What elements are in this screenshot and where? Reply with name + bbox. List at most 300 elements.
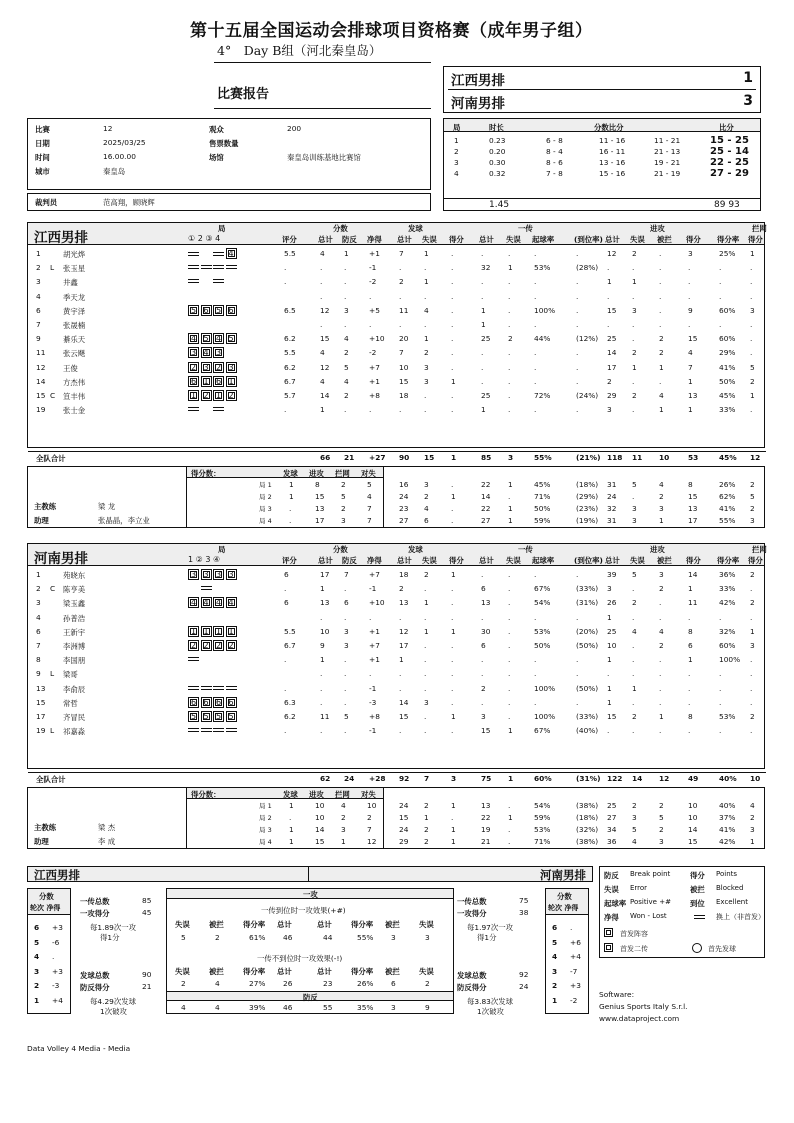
bottom-team1: 江西男排 — [34, 868, 80, 882]
group-points: 分数 — [333, 545, 348, 554]
setstat-a_blo: 3 — [659, 837, 664, 846]
stat-s_pts: . — [451, 263, 454, 273]
stat-bp: . — [344, 697, 347, 707]
stat-wl: +7 — [369, 570, 380, 579]
starting-position: 5 — [213, 305, 224, 316]
legend-value: Blocked — [716, 884, 744, 892]
stat-r_exc: . — [576, 697, 579, 707]
player-number: 1 — [36, 249, 41, 258]
stat-a_err: . — [632, 405, 635, 415]
points-sv: . — [289, 813, 292, 822]
total-r_pos: 60% — [534, 774, 552, 783]
stat-s_err: 1 — [424, 277, 429, 287]
player-row — [28, 669, 764, 682]
starting-position: 3 — [226, 569, 237, 580]
stat-bk: 1 — [750, 391, 755, 400]
stat-r_tot: 13 — [481, 598, 491, 608]
player-sets — [188, 640, 238, 651]
rotation-box — [545, 888, 589, 1014]
player-number: 15 — [36, 391, 46, 400]
stat-a_tot: 15 — [607, 305, 617, 315]
group-serve: 发球 — [408, 545, 423, 554]
stat-s_pts: . — [451, 320, 454, 329]
first-serve-icon — [692, 943, 702, 953]
divider — [28, 772, 766, 773]
stat-bp: 3 — [344, 305, 349, 315]
points-sv: . — [289, 516, 292, 525]
setstat-s_err: 3 — [424, 480, 429, 489]
set-p3: 21 - 19 — [654, 169, 681, 178]
stat-s_err: 1 — [424, 626, 429, 636]
stat-bp: . — [344, 263, 347, 273]
starting-position: 5 — [226, 333, 237, 344]
stat-r_pos: 100% — [534, 683, 556, 693]
stat-a_tot: 1 — [607, 612, 612, 622]
setter-icon — [604, 943, 613, 952]
stat-a_err: 1 — [632, 362, 637, 372]
rot-val: -7 — [570, 966, 578, 976]
stat-r_err: 2 — [508, 334, 513, 344]
mid-h: 得分率 — [243, 967, 266, 976]
mid-val: 55 — [323, 1003, 333, 1012]
stat-a_pct: 45% — [719, 391, 736, 400]
setstat-bk: 3 — [750, 825, 755, 834]
total-s_tot: 92 — [399, 774, 410, 783]
mid-h: 总计 — [277, 920, 292, 929]
mid-hb: 得分率 — [351, 967, 374, 976]
player-sets — [188, 569, 238, 580]
stat-s_err: . — [424, 641, 427, 650]
player-row — [28, 405, 764, 418]
sideout-d: 得1分 — [477, 933, 497, 942]
points-grid — [186, 467, 384, 527]
player-name: 孙普浩 — [63, 613, 86, 623]
colhdr-a_tot: 总计 — [605, 235, 620, 244]
total-tot: 62 — [320, 774, 331, 783]
set-label: 局 1 — [259, 481, 272, 489]
mid-val: 27% — [249, 979, 266, 988]
player-number: 19 — [36, 405, 46, 415]
set-d: 0.32 — [489, 169, 506, 178]
stat-s_err: . — [424, 405, 427, 415]
breakpoint-f: 防反得分 — [80, 983, 110, 992]
stat-s_tot: 10 — [399, 362, 409, 372]
player-sets — [188, 276, 238, 285]
group-serve: 发球 — [408, 224, 423, 233]
setstat-a_tot: 32 — [607, 504, 617, 513]
stat-r_tot: 15 — [481, 726, 491, 736]
stat-a_err: . — [632, 584, 635, 594]
player-sets — [188, 248, 238, 259]
stat-a_tot: 3 — [607, 405, 612, 415]
stat-r_err: 1 — [508, 726, 513, 736]
setstat-a_blo: 2 — [659, 492, 664, 501]
player-row — [28, 249, 764, 262]
player-name: 祁嘉淼 — [63, 727, 86, 737]
setstat-a_err: 3 — [632, 516, 637, 525]
breakpoint-g: 每4.29次发球 — [90, 997, 137, 1006]
mid-val: 23 — [323, 979, 333, 988]
referee-box — [27, 193, 431, 211]
starting-position: 2 — [201, 390, 212, 401]
stat-r_exc: (50%) — [576, 683, 599, 693]
colhdr-s_tot: 总计 — [397, 556, 412, 565]
set-n: 2 — [454, 147, 459, 156]
set-n: 4 — [454, 169, 459, 178]
stat-r_pos: . — [534, 277, 537, 287]
stat-bk: . — [750, 291, 753, 301]
bottom-summary — [27, 866, 765, 1036]
starting-position: 3 — [213, 569, 224, 580]
stat-r_err: . — [508, 598, 511, 608]
setstat-s_tot: 24 — [399, 825, 409, 834]
stat-r_tot: . — [481, 348, 484, 358]
starting-position: 2 — [188, 640, 199, 651]
stat-a_pct: . — [719, 669, 722, 679]
stat-r_exc: (12%) — [576, 334, 599, 344]
stat-a_blo: . — [659, 655, 662, 665]
stat-a_pts: 11 — [688, 598, 698, 608]
starting-position: 4 — [188, 597, 199, 608]
stat-a_err: 1 — [632, 277, 637, 287]
player-role: C — [50, 391, 56, 400]
setstat-s_tot: 16 — [399, 480, 409, 489]
sub-marker — [201, 728, 212, 732]
stat-a_pct: . — [719, 291, 722, 301]
stat-a_pct: 60% — [719, 305, 736, 315]
stat-r_err: . — [508, 655, 511, 665]
coach-label: 主教练 — [34, 823, 57, 832]
stat-r_pos: . — [534, 362, 537, 372]
starting-position: 1 — [213, 626, 224, 637]
stat-wl: -1 — [369, 726, 377, 736]
starting-position: 5 — [213, 711, 224, 722]
stat-a_pct: 53% — [719, 712, 736, 721]
stat-a_blo: 4 — [659, 626, 664, 636]
team-total-row — [28, 774, 764, 787]
match-label: 比赛 — [35, 125, 50, 134]
points-bk: 1 — [341, 837, 346, 846]
starting-position: 1 — [201, 626, 212, 637]
mid-val: 44 — [323, 933, 333, 942]
stat-r_pos: 67% — [534, 726, 551, 736]
sub-marker — [188, 728, 199, 732]
coach-name: 梁 杰 — [98, 823, 116, 832]
player-name: 张玉星 — [63, 264, 86, 274]
sub-marker — [188, 265, 199, 269]
points-grid — [186, 788, 384, 848]
set-d: 0.20 — [489, 147, 506, 156]
player-name: 李洲博 — [63, 642, 86, 651]
player-number: 6 — [36, 305, 41, 315]
colhdr-r_pos: 起球率 — [532, 235, 555, 244]
stat-s_pts: 1 — [451, 570, 456, 579]
total-bp: 24 — [344, 774, 355, 783]
stat-s_err: . — [424, 291, 427, 301]
stat-s_pts: . — [451, 348, 454, 358]
set-stats-box — [27, 787, 765, 849]
points-bk: 2 — [341, 480, 346, 489]
player-row — [28, 277, 764, 290]
colhdr-r_tot: 总计 — [479, 556, 494, 565]
result-box — [443, 66, 761, 113]
rot-val: -2 — [570, 995, 578, 1005]
stat-s_tot: . — [399, 726, 402, 736]
mid-val: 2 — [215, 933, 220, 942]
starting-position: 1 — [213, 390, 224, 401]
starting-position: 4 — [201, 597, 212, 608]
stat-a_blo: 1 — [659, 362, 664, 372]
stat-a_pct: . — [719, 697, 722, 707]
setstat-s_err: 2 — [424, 825, 429, 834]
player-sets — [188, 697, 238, 708]
stat-bp: 5 — [344, 712, 349, 721]
assistant-name: 李 成 — [98, 837, 116, 846]
setstat-s_pts: . — [451, 480, 454, 489]
page-title: 第十五届全国运动会排球项目资格赛（成年男子组） — [190, 21, 593, 41]
stat-wl: . — [369, 612, 372, 622]
stat-tot: 12 — [320, 362, 330, 372]
player-name: 季天龙 — [63, 292, 86, 302]
sets-numbers: 1 ② 3 ④ — [188, 555, 221, 564]
player-sets — [188, 390, 238, 401]
stat-tot: . — [320, 697, 323, 707]
stat-wl: +1 — [369, 626, 380, 636]
stat-a_pct: 60% — [719, 641, 736, 650]
setstat-a_blo: 4 — [659, 480, 664, 489]
stat-s_err: . — [424, 612, 427, 622]
stat-a_blo: 2 — [659, 584, 664, 594]
stat-wl: +1 — [369, 655, 380, 665]
legend-s3: 首先发球 — [708, 945, 736, 953]
total-r_err: 3 — [508, 453, 514, 462]
stat-r_exc: (33%) — [576, 584, 599, 594]
starting-position: 1 — [226, 626, 237, 637]
player-row — [28, 363, 764, 376]
stat-a_blo: 2 — [659, 334, 664, 344]
rot-title: 分数 — [557, 892, 572, 901]
setstat-a_tot: 31 — [607, 480, 617, 489]
player-row — [28, 613, 764, 626]
rot-header: 轮次 净得 — [30, 904, 61, 912]
stat-s_tot: . — [399, 669, 402, 679]
total-wl: +27 — [369, 453, 386, 462]
set-p1: 6 - 8 — [546, 136, 563, 145]
stat-wl: +8 — [369, 391, 380, 400]
total-label: 全队合计 — [36, 454, 66, 463]
total-a_pts: 49 — [688, 774, 699, 783]
sideout-box — [166, 888, 454, 1014]
assistant-name: 张晶晶，李立业 — [98, 516, 150, 525]
stat-vote: 6 — [284, 598, 289, 608]
points-header: 进攻 — [309, 469, 324, 478]
points-sv: 1 — [289, 480, 294, 489]
stat-wl: +7 — [369, 641, 380, 650]
stat-r_tot: 2 — [481, 683, 486, 693]
stat-s_tot: . — [399, 263, 402, 273]
stat-tot: 9 — [320, 641, 325, 650]
setstat-r_exc: (32%) — [576, 825, 599, 834]
total-bp: 21 — [344, 453, 355, 462]
mid-h: 被拦 — [209, 967, 224, 976]
stat-r_tot: 25 — [481, 391, 491, 400]
stat-a_pts: 1 — [688, 584, 693, 594]
starting-position: 2 — [201, 640, 212, 651]
stat-bk: 3 — [750, 641, 755, 650]
bottom-team2: 河南男排 — [540, 868, 586, 882]
breakpoint-e: 发球总数 — [80, 971, 110, 980]
player-number: 12 — [36, 362, 46, 372]
mid-val: 35% — [357, 1003, 374, 1012]
stat-a_err: 1 — [632, 683, 637, 693]
points-header: 发球 — [283, 790, 298, 799]
stat-r_tot: . — [481, 362, 484, 372]
stat-s_err: 1 — [424, 334, 429, 344]
stat-a_tot: 26 — [607, 598, 617, 608]
setstat-a_err: 3 — [632, 813, 637, 822]
set-d: 0.30 — [489, 158, 506, 167]
stat-bk: 2 — [750, 712, 755, 721]
stat-a_err: . — [632, 655, 635, 665]
setstat-r_pos: 59% — [534, 813, 551, 822]
colhdr-s_pts: 得分 — [449, 235, 464, 244]
stat-r_err: . — [508, 697, 511, 707]
points-header: 拦网 — [335, 469, 350, 478]
sideout-a: 一传总数 — [457, 897, 487, 906]
stat-s_pts: . — [451, 655, 454, 665]
sideout-av: 75 — [519, 896, 529, 905]
group-points: 分数 — [333, 224, 348, 233]
mid-h: 失误 — [175, 967, 190, 976]
stat-r_pos: . — [534, 376, 537, 386]
setstat-s_pts: . — [451, 516, 454, 525]
setstat-r_pos: 71% — [534, 492, 551, 501]
team1-stats — [27, 222, 765, 532]
stat-a_err: 2 — [632, 249, 637, 258]
setstat-a_blo: 1 — [659, 516, 664, 525]
stat-r_tot: . — [481, 376, 484, 386]
set-p2: 16 - 11 — [599, 147, 626, 156]
stat-a_blo: . — [659, 249, 662, 258]
colhdr-bk: 得分 — [748, 556, 763, 565]
stat-vote: 6.7 — [284, 641, 296, 650]
rot-val: +4 — [570, 952, 581, 961]
stat-a_pts: . — [688, 683, 691, 693]
setstat-a_pct: 37% — [719, 813, 736, 822]
set-p2: 15 - 16 — [599, 169, 626, 178]
stat-bk: . — [750, 655, 753, 665]
stat-s_tot: . — [399, 683, 402, 693]
total-r_err: 1 — [508, 774, 514, 783]
stat-r_tot: 1 — [481, 305, 486, 315]
stat-r_pos: 50% — [534, 641, 551, 650]
stat-r_err: . — [508, 641, 511, 650]
setstat-bk: 2 — [750, 480, 755, 489]
rot-header: 轮次 净得 — [548, 904, 579, 912]
sideout-c: 每1.97次一攻 — [467, 923, 514, 932]
points-label: 得分数： — [191, 469, 221, 478]
legend-s2: 首发二传 — [620, 945, 648, 953]
setstat-r_exc: (19%) — [576, 516, 599, 525]
player-number: 9 — [36, 334, 41, 344]
stat-tot: 10 — [320, 626, 330, 636]
set-label: 局 3 — [259, 826, 272, 834]
stat-a_pct: 100% — [719, 655, 741, 665]
sets-header-set: 局 — [453, 123, 461, 132]
stat-tot: 14 — [320, 391, 330, 400]
player-row — [28, 348, 764, 361]
mid-val: 3 — [425, 933, 430, 942]
colhdr-s_pts: 得分 — [449, 556, 464, 565]
stat-bk: . — [750, 697, 753, 707]
stat-s_err: . — [424, 655, 427, 665]
points-header: 对失 — [361, 790, 376, 799]
setstat-a_pct: 62% — [719, 492, 736, 501]
setstat-a_pts: 17 — [688, 516, 698, 525]
stat-r_pos: . — [534, 697, 537, 707]
setstat-s_pts: . — [451, 813, 454, 822]
starting-position: 4 — [226, 248, 237, 259]
sideout-bv: 45 — [142, 908, 152, 917]
mid-val: 26 — [283, 979, 293, 988]
stat-tot: 1 — [320, 405, 325, 415]
stat-a_blo: . — [659, 277, 662, 287]
city-label: 城市 — [35, 167, 50, 176]
setstat-a_pts: 15 — [688, 837, 698, 846]
legend-key: 防反 — [604, 871, 619, 880]
time-label: 时间 — [35, 153, 50, 162]
stat-bp: 7 — [344, 570, 349, 579]
start-icon — [604, 928, 613, 937]
stat-bk: 2 — [750, 598, 755, 608]
legend-value: Excellent — [716, 898, 748, 906]
stat-r_err: . — [508, 712, 511, 721]
stat-r_exc: (28%) — [576, 263, 599, 273]
stat-s_tot: 2 — [399, 584, 404, 594]
rot-num: 4 — [34, 952, 40, 961]
setstat-a_err: . — [632, 492, 635, 501]
legend-value: Break point — [630, 870, 671, 878]
setstat-s_pts: . — [451, 504, 454, 513]
stat-a_tot: 25 — [607, 334, 617, 344]
stat-a_pct: 36% — [719, 570, 736, 579]
stat-tot: 4 — [320, 376, 325, 386]
setstat-bk: 2 — [750, 813, 755, 822]
player-sets — [188, 376, 238, 387]
stat-a_pts: 1 — [688, 405, 693, 415]
setstat-r_exc: (18%) — [576, 813, 599, 822]
stat-a_pts: 1 — [688, 376, 693, 386]
match-info-box — [27, 118, 431, 190]
setstat-s_tot: 24 — [399, 492, 409, 501]
rot-num: 3 — [34, 966, 40, 976]
setstat-a_tot: 36 — [607, 837, 617, 846]
stat-vote: . — [284, 726, 287, 736]
setstat-r_pos: 53% — [534, 825, 551, 834]
stat-a_pct: 50% — [719, 376, 736, 386]
legend-value: Positive +# — [630, 898, 671, 906]
player-number: 11 — [36, 348, 46, 358]
player-name: 张士金 — [63, 406, 86, 416]
starting-position: 2 — [188, 362, 199, 373]
points-at: 8 — [315, 480, 320, 489]
setstat-r_err: 1 — [508, 516, 513, 525]
points-header: 发球 — [283, 469, 298, 478]
stat-s_err: . — [424, 683, 427, 693]
points-op: 10 — [367, 801, 377, 810]
points-sv: 1 — [289, 492, 294, 501]
stat-r_tot: 6 — [481, 641, 486, 650]
